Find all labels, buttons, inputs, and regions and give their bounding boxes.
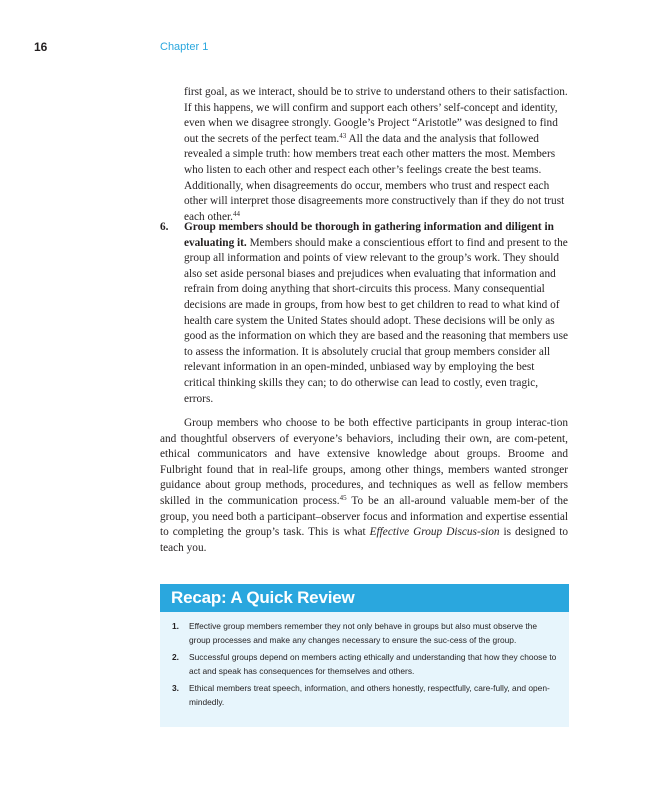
list-item-6 <box>160 220 568 407</box>
book-title: Effective Group Discus-sion <box>369 526 500 539</box>
recap-item <box>172 651 560 678</box>
recap-title-bar <box>160 584 569 612</box>
footnote-ref-43[interactable]: 43 <box>339 131 347 140</box>
continued-list-paragraph <box>184 85 568 225</box>
recap-item-number: 3. <box>172 683 179 694</box>
list-item-body <box>184 220 568 407</box>
list-item-text: Members should make a conscientious effort to find and present to the group all information and points of view relevant to the group’s work. They should also set aside personal biases and prejudices when evaluating that information and refrain from doing anything that short-circuits this process. Many consequential decisions are made in groups, from how best to get children to read to what kind of health care system the United States should adopt. These decisions will be only as good as the information on which they are based and the reasoning that members use to assess the information. It is absolutely crucial that group members consider all relevant information in an open-minded, unbiased way by employing the best critical thinking skills they can; to do otherwise can lead to costly, even tragic, errors. <box>184 236 568 405</box>
recap-item-number: 2. <box>172 652 179 663</box>
footnote-ref-45[interactable]: 45 <box>339 493 347 502</box>
recap-box <box>160 584 569 727</box>
recap-item <box>172 620 560 647</box>
recap-title: Recap: A Quick Review <box>171 588 355 607</box>
running-header-chapter: Chapter 1 <box>160 41 209 53</box>
recap-item-number: 1. <box>172 621 179 631</box>
list-item-lead: Group members should be thorough in gathering information and diligent in evaluating it. <box>184 221 554 249</box>
list-item-number: 6. <box>160 221 169 233</box>
body-text-part-2: To be an all-around valuable mem-ber of the group, you need both a participant–observer focus and information and expertise essential to completing the group’s task. This is what <box>160 494 568 539</box>
recap-item-text: Successful groups depend on members acting ethically and understanding that how they choose to act and speak has consequences for themselves and others. <box>189 652 557 676</box>
recap-item-text: Ethical members treat speech, information, and others honestly, respectfully, care-fully, and open-mindedly. <box>189 683 550 707</box>
footnote-ref-44[interactable]: 44 <box>232 209 240 218</box>
recap-item-text: Effective group members remember they not only behave in groups but also must observe the group processes and make any changes necessary to ensure the suc-cess of the group. <box>189 621 538 645</box>
body-text-part-1: Group members who choose to be both effective participants in group interac-tion and thoughtful observers of everyone’s behaviors, including their own, are com-petent, ethical communicators and have extensive knowledge about groups. Broome and Fulbright found that in real-life groups, among other things, members wanted stronger guidance about group methods, procedures, and techniques as well as fellow members skilled in the communication process. <box>160 417 568 507</box>
body-text-part-3: is designed to teach you. <box>160 526 568 554</box>
page-number: 16 <box>34 40 48 54</box>
continued-text-part-2: All the data and the analysis that followed revealed a simple truth: how members treat each other matters the most. Members who listen to each other and respect each other’s feelings create the best teams. Additionally, when disagreements do occur, members who trust and respect each other will interpret those disagreements more constructively than if they do not trust each other. <box>184 132 565 223</box>
recap-list <box>172 620 560 714</box>
continued-text-part-1: first goal, as we interact, should be to strive to understand others to their satisfaction. If this happens, we will confirm and support each others’ self-concept and identity, even when we disagree strongly. Google’s Project “Aristotle” was designed to find out the secrets of the perfect team. <box>184 86 568 145</box>
body-paragraph <box>160 416 568 556</box>
recap-item <box>172 682 560 709</box>
